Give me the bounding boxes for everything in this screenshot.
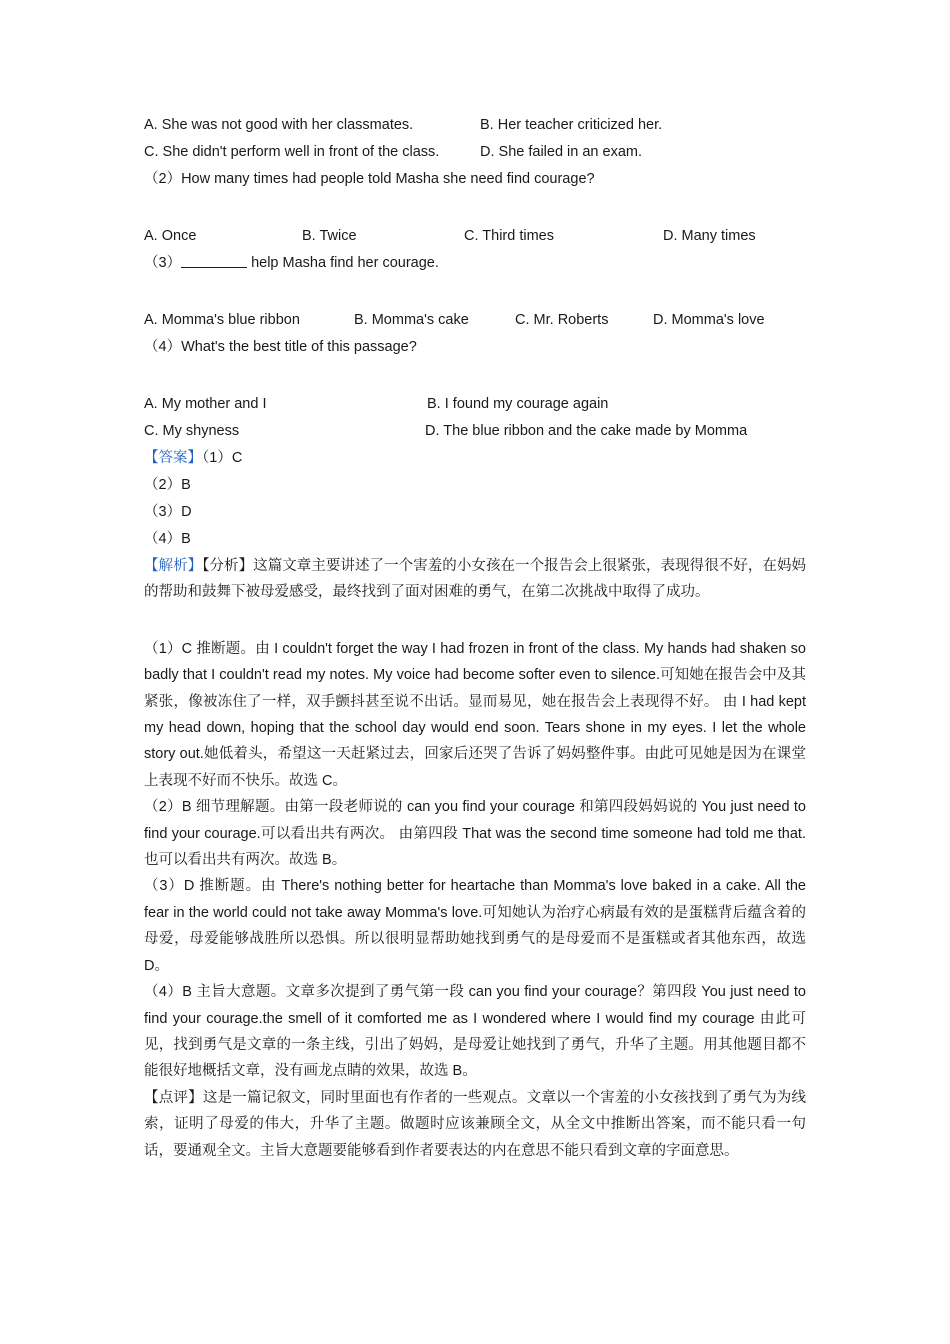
q1-option-b: B. Her teacher criticized her. (480, 117, 663, 133)
q3-option-a: A. Momma's blue ribbon (144, 312, 300, 328)
q4-option-b: B. I found my courage again (427, 396, 609, 412)
answer-1: （1）C (202, 450, 243, 466)
q4-option-a: A. My mother and I (144, 396, 267, 412)
q3-option-c: C. Mr. Roberts (515, 312, 609, 328)
analysis-intro: 【解析】【分析】这篇文章主要讲述了一个害羞的小女孩在一个报告会上很紧张，表现得很不好，在妈妈的帮助和鼓舞下被母爱感受，最终找到了面对困难的勇气，在第二次挑战中取得了成功。 (144, 558, 806, 601)
analysis-q4: （4）B 主旨大意题。文章多次提到了勇气第一段 can you find your courage？第四段 You just need to find your courage.the smell of it comforted me as I wondered where I would find my courage 由此可见，找到勇气是文章的一条主线，引出了妈妈，是母爱让她找到了勇气，升华了主题。用其他题目都不能很好地概括文章，没有画龙点睛的效果，故选 B。 (144, 984, 806, 1080)
q4-option-c: C. My shyness (144, 423, 240, 439)
answer-2: （2）B (144, 477, 191, 493)
q1-options-row-1 (144, 112, 806, 139)
q2-question: （2）How many times had people told Masha she need find courage? (144, 171, 595, 187)
q3-suffix: help Masha find her courage. (251, 255, 439, 271)
q2-option-a: A. Once (144, 228, 197, 244)
spacer (144, 606, 806, 636)
q3-blank (181, 253, 247, 268)
q3-question (144, 250, 806, 277)
analysis-q3: （3）D 推断题。由 There's nothing better for heartache than Momma's love baked in a cake. All the fear in the world could not take away Momma's love.可知她认为治疗心病最有效的是蛋糕背后蕴含着的母爱，母爱能够战胜所以恐惧。所以很明显帮助她找到勇气的是母爱而不是蛋糕或者其他东西，故选 D。 (144, 878, 806, 974)
analysis-tag: 【解析】 (144, 558, 203, 574)
q3-option-d: D. Momma's love (653, 312, 765, 328)
q2-options-row (144, 223, 806, 250)
analysis-q1: （1）C 推断题。由 I couldn't forget the way I had frozen in front of the class. My hands had shaken so badly that I couldn't read my notes. My voice had become softer even to silence.可知她在报告会中及其紧张，像被冻住了一样，双手颤抖甚至说不出话。显而易见，她在报告会上表现得不好。 由 I had kept my head down, hoping that the school day would end soon. Tears shone in my eyes. I let the whole story out.她低着头，希望这一天赶紧过去，回家后还哭了告诉了妈妈整件事。由此可见她是因为在课堂上表现不好而不快乐。故选 C。 (144, 640, 806, 789)
comment: 【点评】这是一篇记叙文，同时里面也有作者的一些观点。文章以一个害羞的小女孩找到了勇气为为线索，证明了母爱的伟大，升华了主题。做题时应该兼顾全文，从全文中推断出答案，而不能只看一句话，要通观全文。主旨大意题要能够看到作者要表达的内在意思不能只看到文章的字面意思。 (144, 1089, 806, 1159)
q1-options-row-2 (144, 139, 806, 166)
q3-options-row (144, 307, 806, 334)
q4-options-row-2 (144, 418, 806, 445)
q1-option-d: D. She failed in an exam. (480, 144, 643, 160)
answer-tag: 【答案】 (144, 450, 202, 466)
q4-options-row-1 (144, 391, 806, 418)
q3-prefix: （3） (144, 255, 182, 271)
q4-option-d: D. The blue ribbon and the cake made by Momma (425, 423, 748, 439)
answer-line (144, 445, 806, 472)
answer-4: （4）B (144, 531, 191, 547)
q2-option-b: B. Twice (302, 228, 357, 244)
q3-option-b: B. Momma's cake (354, 312, 469, 328)
q2-option-d: D. Many times (663, 228, 756, 244)
document-page (144, 112, 806, 1164)
q1-option-a: A. She was not good with her classmates. (144, 117, 414, 133)
q2-option-c: C. Third times (464, 228, 554, 244)
analysis-q2: （2）B 细节理解题。由第一段老师说的 can you find your courage 和第四段妈妈说的 You just need to find your courage.可以看出共有两次。 由第四段 That was the second time someone had told me that. 也可以看出共有两次。故选 B。 (144, 799, 806, 869)
answer-3: （3）D (144, 504, 192, 520)
q4-question: （4）What's the best title of this passage? (144, 339, 417, 355)
q1-option-c: C. She didn't perform well in front of the class. (144, 144, 440, 160)
